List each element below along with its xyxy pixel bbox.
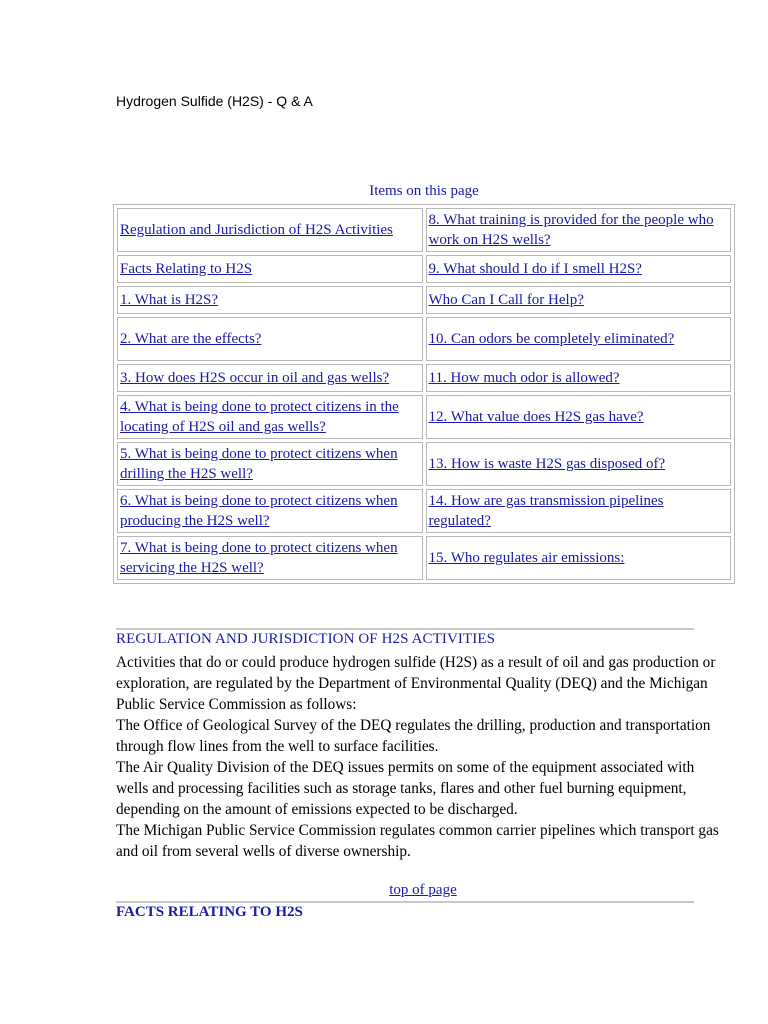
toc-link[interactable]: 5. What is being done to protect citizens when drilling the H2S well? [120, 446, 398, 482]
toc-link[interactable]: 4. What is being done to protect citizens in the locating of H2S oil and gas wells? [120, 399, 399, 435]
toc-row [117, 364, 731, 392]
toc-row [117, 489, 731, 533]
top-of-page-link[interactable]: top of page [389, 882, 457, 898]
toc-cell [426, 442, 732, 486]
toc-cell [426, 536, 732, 580]
divider [116, 628, 694, 630]
toc-row [117, 286, 731, 314]
toc-link[interactable]: 3. How does H2S occur in oil and gas wells? [120, 370, 390, 386]
toc-link[interactable]: 6. What is being done to protect citizens when producing the H2S well? [120, 493, 398, 529]
toc-cell [426, 286, 732, 314]
toc-table [113, 204, 735, 584]
toc-row [117, 442, 731, 486]
toc-cell [426, 255, 732, 283]
toc-row [117, 317, 731, 361]
top-of-page-container [116, 882, 730, 899]
toc-link[interactable]: 13. How is waste H2S gas disposed of? [428, 456, 666, 472]
section-heading-facts: FACTS RELATING TO H2S [116, 904, 303, 920]
toc-cell [117, 255, 423, 283]
toc-cell [426, 489, 732, 533]
toc-cell [117, 489, 423, 533]
toc-link[interactable]: 10. Can odors be completely eliminated? [428, 331, 675, 347]
toc-cell [117, 395, 423, 439]
toc-cell [426, 208, 732, 252]
section-heading-regulation: REGULATION AND JURISDICTION OF H2S ACTIVITIES [116, 631, 496, 647]
toc-link[interactable]: 11. How much odor is allowed? [428, 370, 620, 386]
toc-link[interactable]: 9. What should I do if I smell H2S? [428, 261, 642, 277]
paragraph: Activities that do or could produce hydrogen sulfide (H2S) as a result of oil and gas production or exploration, are regulated by the Department of Environmental Quality (DEQ) and the Michigan Public Service Commission as follows: [116, 654, 716, 713]
toc-row [117, 255, 731, 283]
section-body-regulation [116, 652, 728, 862]
document-title: Hydrogen Sulfide (H2S) - Q & A [116, 93, 313, 109]
paragraph: The Michigan Public Service Commission regulates common carrier pipelines which transport gas and oil from several wells of diverse ownership. [116, 822, 719, 860]
toc-cell [117, 442, 423, 486]
toc-cell [426, 364, 732, 392]
toc-link[interactable]: Who Can I Call for Help? [428, 292, 584, 308]
toc-link[interactable]: 1. What is H2S? [120, 292, 219, 308]
toc-link[interactable]: Facts Relating to H2S [120, 261, 253, 277]
toc-link[interactable]: 8. What training is provided for the people who work on H2S wells? [428, 212, 714, 248]
toc-link[interactable]: 2. What are the effects? [120, 331, 262, 347]
toc-caption: Items on this page [369, 183, 479, 199]
toc-cell [426, 317, 732, 361]
toc-cell [117, 208, 423, 252]
divider [116, 901, 694, 903]
toc-link[interactable]: 14. How are gas transmission pipelines regulated? [428, 493, 664, 529]
toc-link[interactable]: 12. What value does H2S gas have? [428, 409, 644, 425]
toc-link[interactable]: 15. Who regulates air emissions: [428, 550, 625, 566]
toc-row [117, 208, 731, 252]
toc-cell [117, 317, 423, 361]
toc-cell [426, 395, 732, 439]
toc-row [117, 536, 731, 580]
toc-cell [117, 364, 423, 392]
paragraph: The Air Quality Division of the DEQ issues permits on some of the equipment associated with wells and processing facilities such as storage tanks, flares and other fuel burning equipment, depending on the amount of emissions expected to be discharged. [116, 759, 695, 818]
toc-link[interactable]: 7. What is being done to protect citizens when servicing the H2S well? [120, 540, 398, 576]
paragraph: The Office of Geological Survey of the DEQ regulates the drilling, production and transportation through flow lines from the well to surface facilities. [116, 717, 711, 755]
toc-cell [117, 536, 423, 580]
toc-cell [117, 286, 423, 314]
toc-link[interactable]: Regulation and Jurisdiction of H2S Activities [120, 222, 393, 238]
toc-row [117, 395, 731, 439]
